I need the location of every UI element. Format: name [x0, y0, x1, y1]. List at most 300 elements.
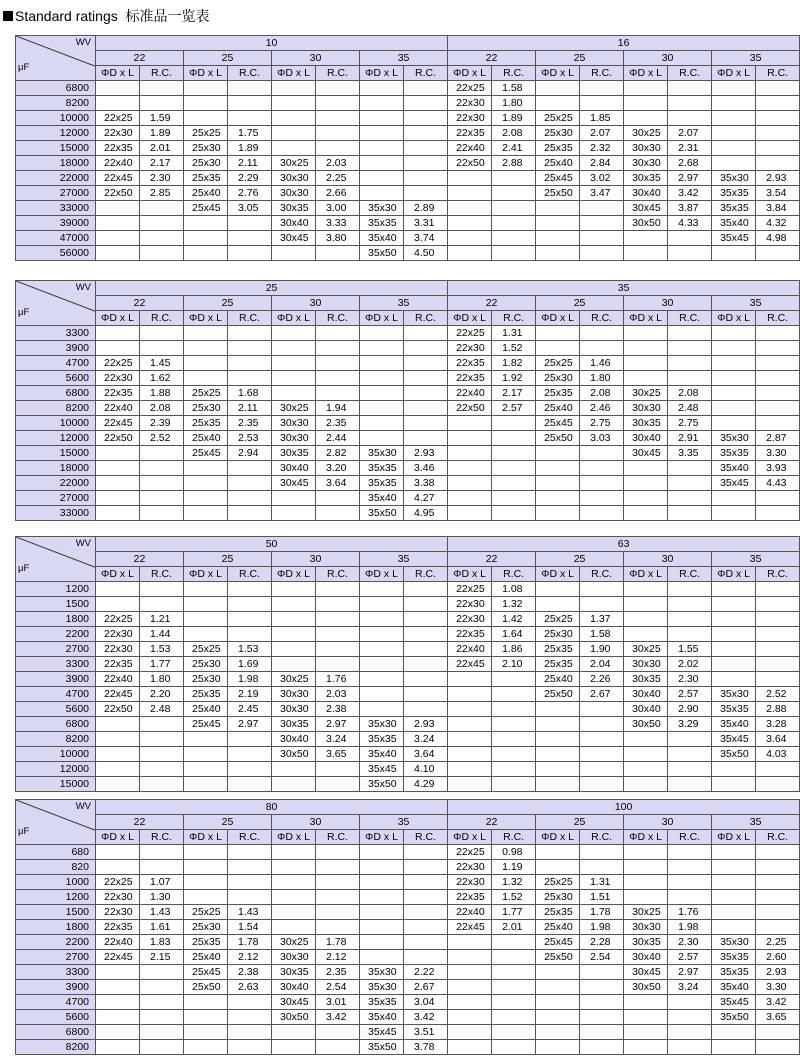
size-cell: [536, 446, 580, 461]
size-cell: 22x30: [448, 860, 492, 875]
ripple-current-cell: [492, 965, 536, 980]
table-row: [16, 672, 800, 687]
size-cell: [712, 341, 756, 356]
ripple-current-cell: 3.28: [756, 717, 800, 732]
table-row: [16, 141, 800, 156]
ripple-current-cell: [404, 141, 448, 156]
size-cell: 30x25: [272, 156, 316, 171]
ripple-current-cell: 1.31: [492, 326, 536, 341]
table-row: [16, 687, 800, 702]
diameter-header: 25: [536, 51, 624, 66]
ripple-current-cell: [228, 341, 272, 356]
ripple-current-cell: [228, 246, 272, 261]
ripple-current-cell: [140, 81, 184, 96]
size-cell: 22x35: [448, 890, 492, 905]
ripple-current-cell: [316, 875, 360, 890]
size-cell: [272, 356, 316, 371]
diameter-header-row: [16, 552, 800, 567]
size-cell: [272, 875, 316, 890]
size-cell: [360, 431, 404, 446]
ripple-current-cell: [492, 672, 536, 687]
table-row: [16, 965, 800, 980]
ripple-current-cell: 2.01: [492, 920, 536, 935]
rc-header: R.C.: [228, 567, 272, 582]
ripple-current-cell: 2.08: [580, 386, 624, 401]
rc-header: R.C.: [580, 66, 624, 81]
capacitance-cell: 3300: [16, 326, 96, 341]
size-cell: [184, 341, 228, 356]
ripple-current-cell: 2.04: [580, 657, 624, 672]
ripple-current-cell: 2.11: [228, 401, 272, 416]
size-cell: [624, 995, 668, 1010]
ripple-current-cell: 2.22: [404, 965, 448, 980]
ripple-current-cell: [140, 995, 184, 1010]
rc-header: R.C.: [668, 567, 712, 582]
size-cell: [184, 216, 228, 231]
size-cell: [448, 446, 492, 461]
ripple-current-cell: 4.33: [668, 216, 712, 231]
ripple-current-cell: [756, 126, 800, 141]
diameter-header: 25: [184, 552, 272, 567]
ripple-current-cell: 2.35: [228, 416, 272, 431]
rc-header: R.C.: [492, 830, 536, 845]
ripple-current-cell: [140, 845, 184, 860]
capacitance-cell: 10000: [16, 111, 96, 126]
size-cell: 30x45: [272, 476, 316, 491]
size-cell: 35x45: [360, 1025, 404, 1040]
table-row: [16, 845, 800, 860]
size-cell: [272, 126, 316, 141]
ripple-current-cell: 1.54: [228, 920, 272, 935]
size-cell: [448, 461, 492, 476]
voltage-header: 50: [96, 537, 448, 552]
ripple-current-cell: [228, 326, 272, 341]
ripple-current-cell: 1.62: [140, 371, 184, 386]
ripple-current-cell: 2.08: [668, 386, 712, 401]
size-cell: [96, 597, 140, 612]
size-cell: [624, 747, 668, 762]
size-cell: [448, 416, 492, 431]
table-row: [16, 950, 800, 965]
ripple-current-cell: [580, 216, 624, 231]
size-cell: [536, 980, 580, 995]
size-cell: 35x45: [712, 231, 756, 246]
capacitance-cell: 1000: [16, 875, 96, 890]
ripple-current-cell: 1.85: [580, 111, 624, 126]
ripple-current-cell: [756, 491, 800, 506]
table-row: [16, 341, 800, 356]
ripple-current-cell: 2.28: [580, 935, 624, 950]
capacitance-cell: 33000: [16, 201, 96, 216]
ripple-current-cell: 2.11: [228, 156, 272, 171]
size-cell: 35x40: [360, 747, 404, 762]
table-row: [16, 860, 800, 875]
size-cell: [360, 890, 404, 905]
size-header: ΦD x L: [360, 830, 404, 845]
capacitance-cell: 4700: [16, 687, 96, 702]
capacitance-cell: 5600: [16, 1010, 96, 1025]
ripple-current-cell: 2.87: [756, 431, 800, 446]
ripple-current-cell: 3.03: [580, 431, 624, 446]
ripple-current-cell: [756, 597, 800, 612]
size-cell: 35x30: [712, 687, 756, 702]
size-cell: 30x35: [624, 171, 668, 186]
size-header: ΦD x L: [360, 567, 404, 582]
size-cell: 25x40: [184, 186, 228, 201]
size-cell: [448, 995, 492, 1010]
ripple-current-cell: 1.53: [228, 642, 272, 657]
ripple-current-cell: [228, 506, 272, 521]
size-cell: 22x30: [448, 96, 492, 111]
size-header: ΦD x L: [360, 66, 404, 81]
ripple-current-cell: [668, 777, 712, 792]
rc-header: R.C.: [404, 830, 448, 845]
ripple-current-cell: [404, 672, 448, 687]
size-cell: [624, 612, 668, 627]
size-cell: [712, 416, 756, 431]
ripple-current-cell: [580, 506, 624, 521]
size-cell: [184, 96, 228, 111]
ripple-current-cell: [316, 491, 360, 506]
size-cell: [184, 777, 228, 792]
size-cell: [96, 96, 140, 111]
size-cell: 25x45: [536, 171, 580, 186]
ripple-current-cell: 4.32: [756, 216, 800, 231]
uf-label: μF: [18, 62, 30, 73]
ripple-current-cell: [580, 965, 624, 980]
size-cell: 35x50: [360, 246, 404, 261]
size-cell: 25x25: [536, 111, 580, 126]
size-cell: [712, 657, 756, 672]
ratings-table: [15, 280, 800, 521]
ripple-current-cell: [668, 597, 712, 612]
ripple-current-cell: 2.07: [668, 126, 712, 141]
size-cell: [96, 246, 140, 261]
diameter-header: 30: [272, 552, 360, 567]
size-cell: 25x25: [184, 386, 228, 401]
size-cell: [448, 476, 492, 491]
ripple-current-cell: [316, 762, 360, 777]
size-cell: [448, 1025, 492, 1040]
size-cell: [624, 461, 668, 476]
size-cell: [272, 627, 316, 642]
ripple-current-cell: [140, 341, 184, 356]
ripple-current-cell: 1.46: [580, 356, 624, 371]
ripple-current-cell: [316, 81, 360, 96]
ripple-current-cell: 4.95: [404, 506, 448, 521]
size-header: ΦD x L: [272, 567, 316, 582]
table-row: [16, 111, 800, 126]
ripple-current-cell: [140, 216, 184, 231]
ripple-current-cell: 2.60: [756, 950, 800, 965]
size-cell: [624, 246, 668, 261]
size-cell: 35x30: [360, 717, 404, 732]
size-cell: [712, 401, 756, 416]
ripple-current-cell: [404, 950, 448, 965]
size-cell: [536, 1010, 580, 1025]
capacitance-cell: 18000: [16, 156, 96, 171]
size-cell: [272, 371, 316, 386]
ripple-current-cell: [492, 461, 536, 476]
ripple-current-cell: 2.52: [756, 687, 800, 702]
size-cell: [184, 476, 228, 491]
size-cell: [712, 1025, 756, 1040]
rc-header: R.C.: [228, 830, 272, 845]
capacitance-cell: 15000: [16, 446, 96, 461]
size-cell: 25x35: [536, 657, 580, 672]
size-cell: [272, 141, 316, 156]
size-cell: [184, 597, 228, 612]
size-cell: 30x30: [272, 702, 316, 717]
ripple-current-cell: [668, 491, 712, 506]
size-header: ΦD x L: [712, 567, 756, 582]
ripple-current-cell: [404, 401, 448, 416]
ripple-current-cell: 1.76: [668, 905, 712, 920]
size-cell: [712, 246, 756, 261]
size-cell: [96, 995, 140, 1010]
size-cell: 30x45: [272, 231, 316, 246]
ripple-current-cell: 1.44: [140, 627, 184, 642]
size-cell: 22x35: [448, 371, 492, 386]
size-cell: [184, 81, 228, 96]
size-cell: [536, 491, 580, 506]
size-cell: 25x45: [536, 416, 580, 431]
size-cell: [448, 1010, 492, 1025]
ripple-current-cell: [316, 341, 360, 356]
ripple-current-cell: 1.78: [228, 935, 272, 950]
size-cell: [96, 326, 140, 341]
table-row: [16, 201, 800, 216]
size-cell: [448, 491, 492, 506]
size-cell: 22x40: [96, 935, 140, 950]
rc-header: R.C.: [580, 567, 624, 582]
size-header: ΦD x L: [536, 567, 580, 582]
size-cell: 35x35: [360, 216, 404, 231]
ripple-current-cell: 3.51: [404, 1025, 448, 1040]
ripple-current-cell: 3.02: [580, 171, 624, 186]
ripple-current-cell: 2.26: [580, 672, 624, 687]
ripple-current-cell: [580, 231, 624, 246]
ripple-current-cell: 1.32: [492, 875, 536, 890]
ripple-current-cell: [580, 476, 624, 491]
ripple-current-cell: [756, 356, 800, 371]
ripple-current-cell: [492, 431, 536, 446]
ripple-current-cell: [316, 126, 360, 141]
table-row: [16, 627, 800, 642]
ripple-current-cell: 2.12: [228, 950, 272, 965]
size-cell: 22x25: [96, 875, 140, 890]
size-cell: 25x40: [184, 431, 228, 446]
ripple-current-cell: 1.94: [316, 401, 360, 416]
size-cell: 35x45: [712, 476, 756, 491]
ripple-current-cell: [228, 96, 272, 111]
ripple-current-cell: 2.90: [668, 702, 712, 717]
rc-header: R.C.: [228, 311, 272, 326]
size-cell: [536, 1040, 580, 1055]
size-cell: [712, 612, 756, 627]
size-cell: [272, 326, 316, 341]
ripple-current-cell: [404, 627, 448, 642]
size-cell: 22x40: [448, 141, 492, 156]
size-header: ΦD x L: [448, 830, 492, 845]
ripple-current-cell: 2.67: [580, 687, 624, 702]
size-cell: [272, 920, 316, 935]
ripple-current-cell: [668, 1040, 712, 1055]
ripple-current-cell: [316, 860, 360, 875]
size-cell: 22x45: [96, 416, 140, 431]
diameter-header: 25: [184, 815, 272, 830]
ripple-current-cell: 1.82: [492, 356, 536, 371]
table-row: [16, 890, 800, 905]
size-cell: 25x35: [536, 642, 580, 657]
size-cell: 35x30: [360, 201, 404, 216]
voltage-header-row: [16, 537, 800, 552]
size-cell: 22x50: [448, 401, 492, 416]
ripple-current-cell: 1.37: [580, 612, 624, 627]
ripple-current-cell: [316, 642, 360, 657]
ripple-current-cell: [492, 762, 536, 777]
size-cell: 25x45: [184, 446, 228, 461]
ripple-current-cell: [404, 156, 448, 171]
size-cell: [96, 965, 140, 980]
ripple-current-cell: [228, 371, 272, 386]
ripple-current-cell: 1.80: [492, 96, 536, 111]
ripple-current-cell: [228, 1025, 272, 1040]
diameter-header: 22: [96, 296, 184, 311]
ripple-current-cell: 1.64: [492, 627, 536, 642]
diameter-header: 30: [624, 552, 712, 567]
ripple-current-cell: [228, 491, 272, 506]
ripple-current-cell: 1.98: [580, 920, 624, 935]
ripple-current-cell: [140, 201, 184, 216]
size-cell: 30x45: [624, 201, 668, 216]
diameter-header-row: [16, 815, 800, 830]
table-row: [16, 747, 800, 762]
capacitance-cell: 47000: [16, 231, 96, 246]
table-row: [16, 216, 800, 231]
ripple-current-cell: 2.48: [140, 702, 184, 717]
size-cell: 22x25: [96, 111, 140, 126]
size-cell: [712, 141, 756, 156]
size-cell: 25x45: [184, 201, 228, 216]
diameter-header: 22: [448, 552, 536, 567]
ripple-current-cell: 2.29: [228, 171, 272, 186]
size-cell: [360, 950, 404, 965]
size-header: ΦD x L: [96, 66, 140, 81]
size-cell: 22x30: [448, 612, 492, 627]
size-cell: 35x35: [360, 995, 404, 1010]
size-cell: 30x45: [624, 446, 668, 461]
ripple-current-cell: 2.91: [668, 431, 712, 446]
ripple-current-cell: 3.65: [316, 747, 360, 762]
ripple-current-cell: [404, 126, 448, 141]
corner-cell: [16, 281, 96, 326]
size-cell: [712, 371, 756, 386]
ripple-current-cell: [668, 476, 712, 491]
size-cell: 25x30: [184, 156, 228, 171]
ripple-current-cell: 2.45: [228, 702, 272, 717]
size-cell: 25x50: [536, 687, 580, 702]
rc-header: R.C.: [756, 66, 800, 81]
size-cell: [272, 612, 316, 627]
ripple-current-cell: 4.27: [404, 491, 448, 506]
size-cell: [448, 246, 492, 261]
size-cell: [448, 231, 492, 246]
size-cell: [536, 231, 580, 246]
table-row: [16, 246, 800, 261]
size-cell: 25x30: [536, 890, 580, 905]
voltage-header: 16: [448, 36, 800, 51]
size-cell: [272, 890, 316, 905]
size-cell: [272, 81, 316, 96]
ripple-current-cell: [492, 935, 536, 950]
size-cell: [360, 326, 404, 341]
size-cell: 25x35: [536, 141, 580, 156]
table-row: [16, 446, 800, 461]
size-cell: 35x30: [712, 171, 756, 186]
size-cell: [360, 687, 404, 702]
size-header: ΦD x L: [96, 311, 140, 326]
ripple-current-cell: [316, 597, 360, 612]
ripple-current-cell: 3.24: [668, 980, 712, 995]
size-header: ΦD x L: [536, 830, 580, 845]
ripple-current-cell: [140, 506, 184, 521]
size-cell: 22x25: [448, 326, 492, 341]
size-cell: 35x35: [712, 446, 756, 461]
diameter-header: 22: [96, 815, 184, 830]
size-cell: [184, 860, 228, 875]
diameter-header: 30: [272, 815, 360, 830]
table-row: [16, 1025, 800, 1040]
capacitance-cell: 39000: [16, 216, 96, 231]
size-cell: 30x25: [624, 386, 668, 401]
voltage-header: 10: [96, 36, 448, 51]
table-row: [16, 171, 800, 186]
ripple-current-cell: [580, 762, 624, 777]
ripple-current-cell: [668, 326, 712, 341]
ripple-current-cell: 3.54: [756, 186, 800, 201]
ripple-current-cell: 1.43: [228, 905, 272, 920]
size-cell: [536, 96, 580, 111]
capacitance-cell: 10000: [16, 747, 96, 762]
ripple-current-cell: [228, 777, 272, 792]
size-cell: [184, 1010, 228, 1025]
ripple-current-cell: 3.42: [756, 995, 800, 1010]
capacitance-cell: 10000: [16, 416, 96, 431]
size-cell: [624, 111, 668, 126]
ripple-current-cell: [580, 201, 624, 216]
size-cell: 30x35: [624, 416, 668, 431]
capacitance-cell: 12000: [16, 431, 96, 446]
capacitance-cell: 6800: [16, 386, 96, 401]
ripple-current-cell: 2.57: [668, 950, 712, 965]
ripple-current-cell: 3.31: [404, 216, 448, 231]
size-cell: [184, 246, 228, 261]
ripple-current-cell: 2.41: [492, 141, 536, 156]
size-cell: 35x30: [712, 935, 756, 950]
size-cell: [536, 597, 580, 612]
rc-header: R.C.: [404, 66, 448, 81]
ripple-current-cell: 2.12: [316, 950, 360, 965]
size-cell: 30x40: [624, 431, 668, 446]
size-cell: [360, 642, 404, 657]
size-header: ΦD x L: [184, 830, 228, 845]
ripple-current-cell: [580, 582, 624, 597]
size-cell: [360, 935, 404, 950]
table-row: [16, 657, 800, 672]
ripple-current-cell: [580, 341, 624, 356]
ripple-current-cell: [492, 1040, 536, 1055]
